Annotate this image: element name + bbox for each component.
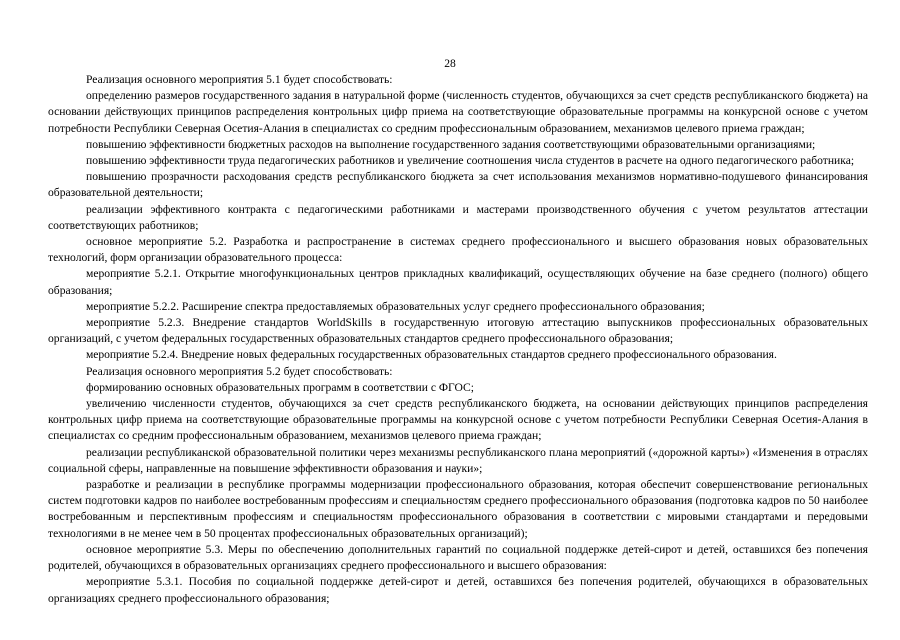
paragraph-main-measure-5-2: основное мероприятие 5.2. Разработка и распространение в системах среднего профессионального и высшего образования новых образовательных технологий, форм организации образовательного процесса: bbox=[48, 235, 868, 265]
paragraph-measure-5-2-1: мероприятие 5.2.1. Открытие многофункциональных центров прикладных квалификаций, осуществляющих обучение на базе среднего (полного) общего образования; bbox=[48, 267, 868, 297]
paragraph-labor-efficiency: повышению эффективности труда педагогических работников и увеличение соотношения числа студентов в расчете на одного педагогического работника; bbox=[86, 154, 855, 168]
paragraph-measure-5-2-2: мероприятие 5.2.2. Расширение спектра предоставляемых образовательных услуг среднего профессионального образования; bbox=[86, 299, 705, 313]
paragraph-effective-contract: реализации эффективного контракта с педагогическими работниками и мастерами производственного обучения с учетом результатов аттестации соответствующих работников; bbox=[48, 202, 868, 232]
paragraph-spending-transparency: повышению прозрачности расходования средств республиканского бюджета за счет использования механизмов нормативно-подушевого финансирования образовательной деятельности; bbox=[48, 170, 868, 200]
paragraph-measure-5-2-3: мероприятие 5.2.3. Внедрение стандартов WorldSkills в государственную итоговую аттестацию выпускников профессиональных образовательных организаций, с учетом федеральных государственных образовательных стандартов среднего профессионального образования; bbox=[48, 316, 868, 346]
paragraph-roadmap-policy: реализации республиканской образовательной политики через механизмы республиканского плана мероприятий («дорожной карты») «Изменения в отраслях социальной сферы, направленные на повышение эффективности образования и науки»; bbox=[48, 445, 868, 475]
document-body bbox=[48, 72, 868, 607]
paragraph-intro-5-1: Реализация основного мероприятия 5.1 будет способствовать: bbox=[86, 73, 393, 86]
paragraph-modernization-program: разработке и реализации в республике программы модернизации профессионального образования, которая обеспечит совершенствование региональных систем подготовки кадров по наиболее востребованным профессиям и специальностям среднего профессионального образования (подготовка кадров по 50 наиболее востребованным и перспективным профессиям и специальностям профессионального образования в соответствии с мировыми стандартами и передовыми технологиями в не менее чем в 50 процентах профессиональных образовательных организаций); bbox=[48, 478, 868, 540]
paragraph-student-numbers: увеличению численности студентов, обучающихся за счет средств республиканского бюджета, на основании действующих принципов распределения контрольных цифр приема на соответствующие образовательные программы на конкурсной основе с учетом потребности Республики Северная Осетия-Алания в специалистах со средним профессиональным образованием, механизмов целевого приема граждан; bbox=[48, 397, 868, 443]
paragraph-measure-5-3-1: мероприятие 5.3.1. Пособия по социальной поддержке детей-сирот и детей, оставшихся без попечения родителей, обучающихся в образовательных организациях среднего профессионального образования; bbox=[48, 575, 868, 605]
paragraph-fgos-programs: формированию основных образовательных программ в соответствии с ФГОС; bbox=[86, 380, 474, 394]
paragraph-state-task-sizing: определению размеров государственного задания в натуральной форме (численность студентов, обучающихся за счет средств республиканского бюджета) на основании действующих принципов распределения контрольных цифр приема на соответствующие образовательные программы на конкурсной основе с учетом потребности Республики Северная Осетия-Алания в специалистах со средним профессиональным образованием, механизмов целевого приема граждан; bbox=[48, 89, 868, 135]
paragraph-budget-efficiency: повышению эффективности бюджетных расходов на выполнение государственного задания соответствующими образовательными организациями; bbox=[86, 137, 816, 151]
paragraph-intro-5-2: Реализация основного мероприятия 5.2 будет способствовать: bbox=[86, 364, 393, 378]
paragraph-main-measure-5-3: основное мероприятие 5.3. Меры по обеспечению дополнительных гарантий по социальной поддержке детей-сирот и детей, оставшихся без попечения родителей, обучающихся в образовательных организациях среднего профессионального и высшего образования: bbox=[48, 542, 868, 573]
paragraph-measure-5-2-4: мероприятие 5.2.4. Внедрение новых федеральных государственных образовательных стандартов среднего профессионального образования. bbox=[86, 348, 777, 362]
page-number: 28 bbox=[444, 57, 456, 70]
